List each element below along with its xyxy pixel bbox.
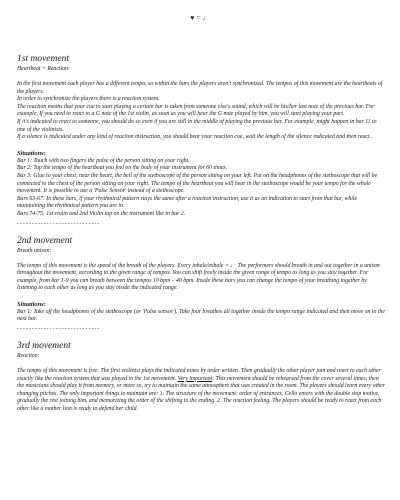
movement-1-section xyxy=(17,54,385,228)
movement-3-subtitle: Reaction: xyxy=(17,353,40,360)
movement-1-paragraph: The reaction means that your cue to start playing a certain bar is taken from someone else's sound, which will be his/her last note of the previous bar. For example, If you need to react to a G note of the 1st violin, as soon as you will hear the G note played by him, you will start playing your part. xyxy=(17,103,375,118)
heartbeat-tempo-mark: ♥ = ♩ xyxy=(190,14,210,22)
movement-2-subtitle: Breath unison: xyxy=(17,247,52,254)
situation-item: Bar 2: Tap the tempo of the heartbeat you feel on the body of your instrument for 60 times. xyxy=(17,165,228,172)
movement-1-situations-heading: Situations: xyxy=(17,149,46,157)
very-important-label: Very important xyxy=(177,375,213,382)
movement-1-paragraph: In the first movement each player has a different tempo, so within the bars the players aren't synchronized. The tempos of this movement are the heartbeats of the players. xyxy=(17,81,383,95)
situation-item: Bar 1: Touch with two fingers the pulse of the person sitting on your right. xyxy=(17,157,190,164)
movement-1-paragraph: If a silence is indicated under any kind of reaction instruction, you should hear your reaction cue, wait the length of the silence indicated and then react. xyxy=(17,134,372,141)
movement-3-paragraph-text: : This movement should be rehearsed from the cover several times, then the musicians should play it from memory, or more so, try to maintain the same atmosphere that was created in the room. The players should learn every other changing pitches. The only important things to maintain are: 1. The structure of the movement: order of entrances, Cello enters with the double stop motive, gradually the rest joining him, and memorizing the order of the shifting to the ending. 2. The reaction feeling. The players should be ready to react from each other like a mother lion is ready to defend her child. xyxy=(17,375,385,413)
situation-item: Bars 63-67: In these bars, if your rhythmical pattern stays the same after a reaction instruction, use it as an indication to start from that bar, while maintaining the rhythmical pattern you are in. xyxy=(17,195,358,210)
movement-1-paragraph: If it's indicated to react to someone, you should do so even if you are still in the middle of playing the previous bar. For example, might happen in bar 11 to one of the violinists. xyxy=(17,118,377,133)
movement-3-paragraph xyxy=(17,368,385,414)
document-body xyxy=(17,54,385,414)
movement-2-paragraph: The tempo of this movement is the speed of the breath of the players. Every inhale/exhale = ♩ The performers should breath in and out together in a unison throughout the movement, according to the given range of tempos. You can shift freely inside the given range of tempo as long as you stay together. For example, from bar 1-9 you can breath between the tempos 10 bpm – 40 bpm. Inside these bars you can change the tempo of your breathing together by listening to each other as long as you stay inside the indicated range. xyxy=(17,262,380,292)
section-separator: - - - - - - - - - - - - - - - - - - - - - - - - - - - - xyxy=(17,326,100,333)
movement-3-title: 3rd movement xyxy=(17,341,71,352)
section-separator: - - - - - - - - - - - - - - - - - - - - - - - - - - - - xyxy=(17,220,100,227)
movement-2-title: 2nd movement xyxy=(17,235,73,246)
situation-item: Bar 1: Take off the headphones of the stethoscope (or 'Pulse sensor'). Take four breathes all together inside the tempo range indicated and then move on to the next bar. xyxy=(17,308,385,323)
movement-2-section xyxy=(17,236,385,334)
situation-item: Bars 74-75: 1st violin and 2nd Violin tap on the instrument like in bar 2. xyxy=(17,210,186,217)
movement-1-subtitle: Heartbeat + Reaction: xyxy=(17,66,70,72)
situation-item: Bar 3: Glue to your chest, near the heart, the bell of the stethoscope of the person sitting on your left. Put on the headphones of the stethoscope that will be connected to the chest of the person sitting on your right. The tempo of the heartbeat you will hear in the stethoscope would be your tempo for the whole movement. It is possible to use a 'Pulse Sensor' instead of a stethoscope. xyxy=(17,172,378,195)
movement-1-title: 1st movement xyxy=(17,54,69,64)
movement-3-paragraph-text: The tempo of this movement is free. The first violinist plays the indicated notes by order written. Then gradually the other player join and react to each other exactly like the reaction system that was played in the 1st movement. xyxy=(17,368,381,382)
movement-1-paragraph: In order to synchronize the players there is a reaction system. xyxy=(17,96,160,103)
movement-3-section xyxy=(17,341,385,414)
movement-2-situations-heading: Situations: xyxy=(17,300,46,308)
